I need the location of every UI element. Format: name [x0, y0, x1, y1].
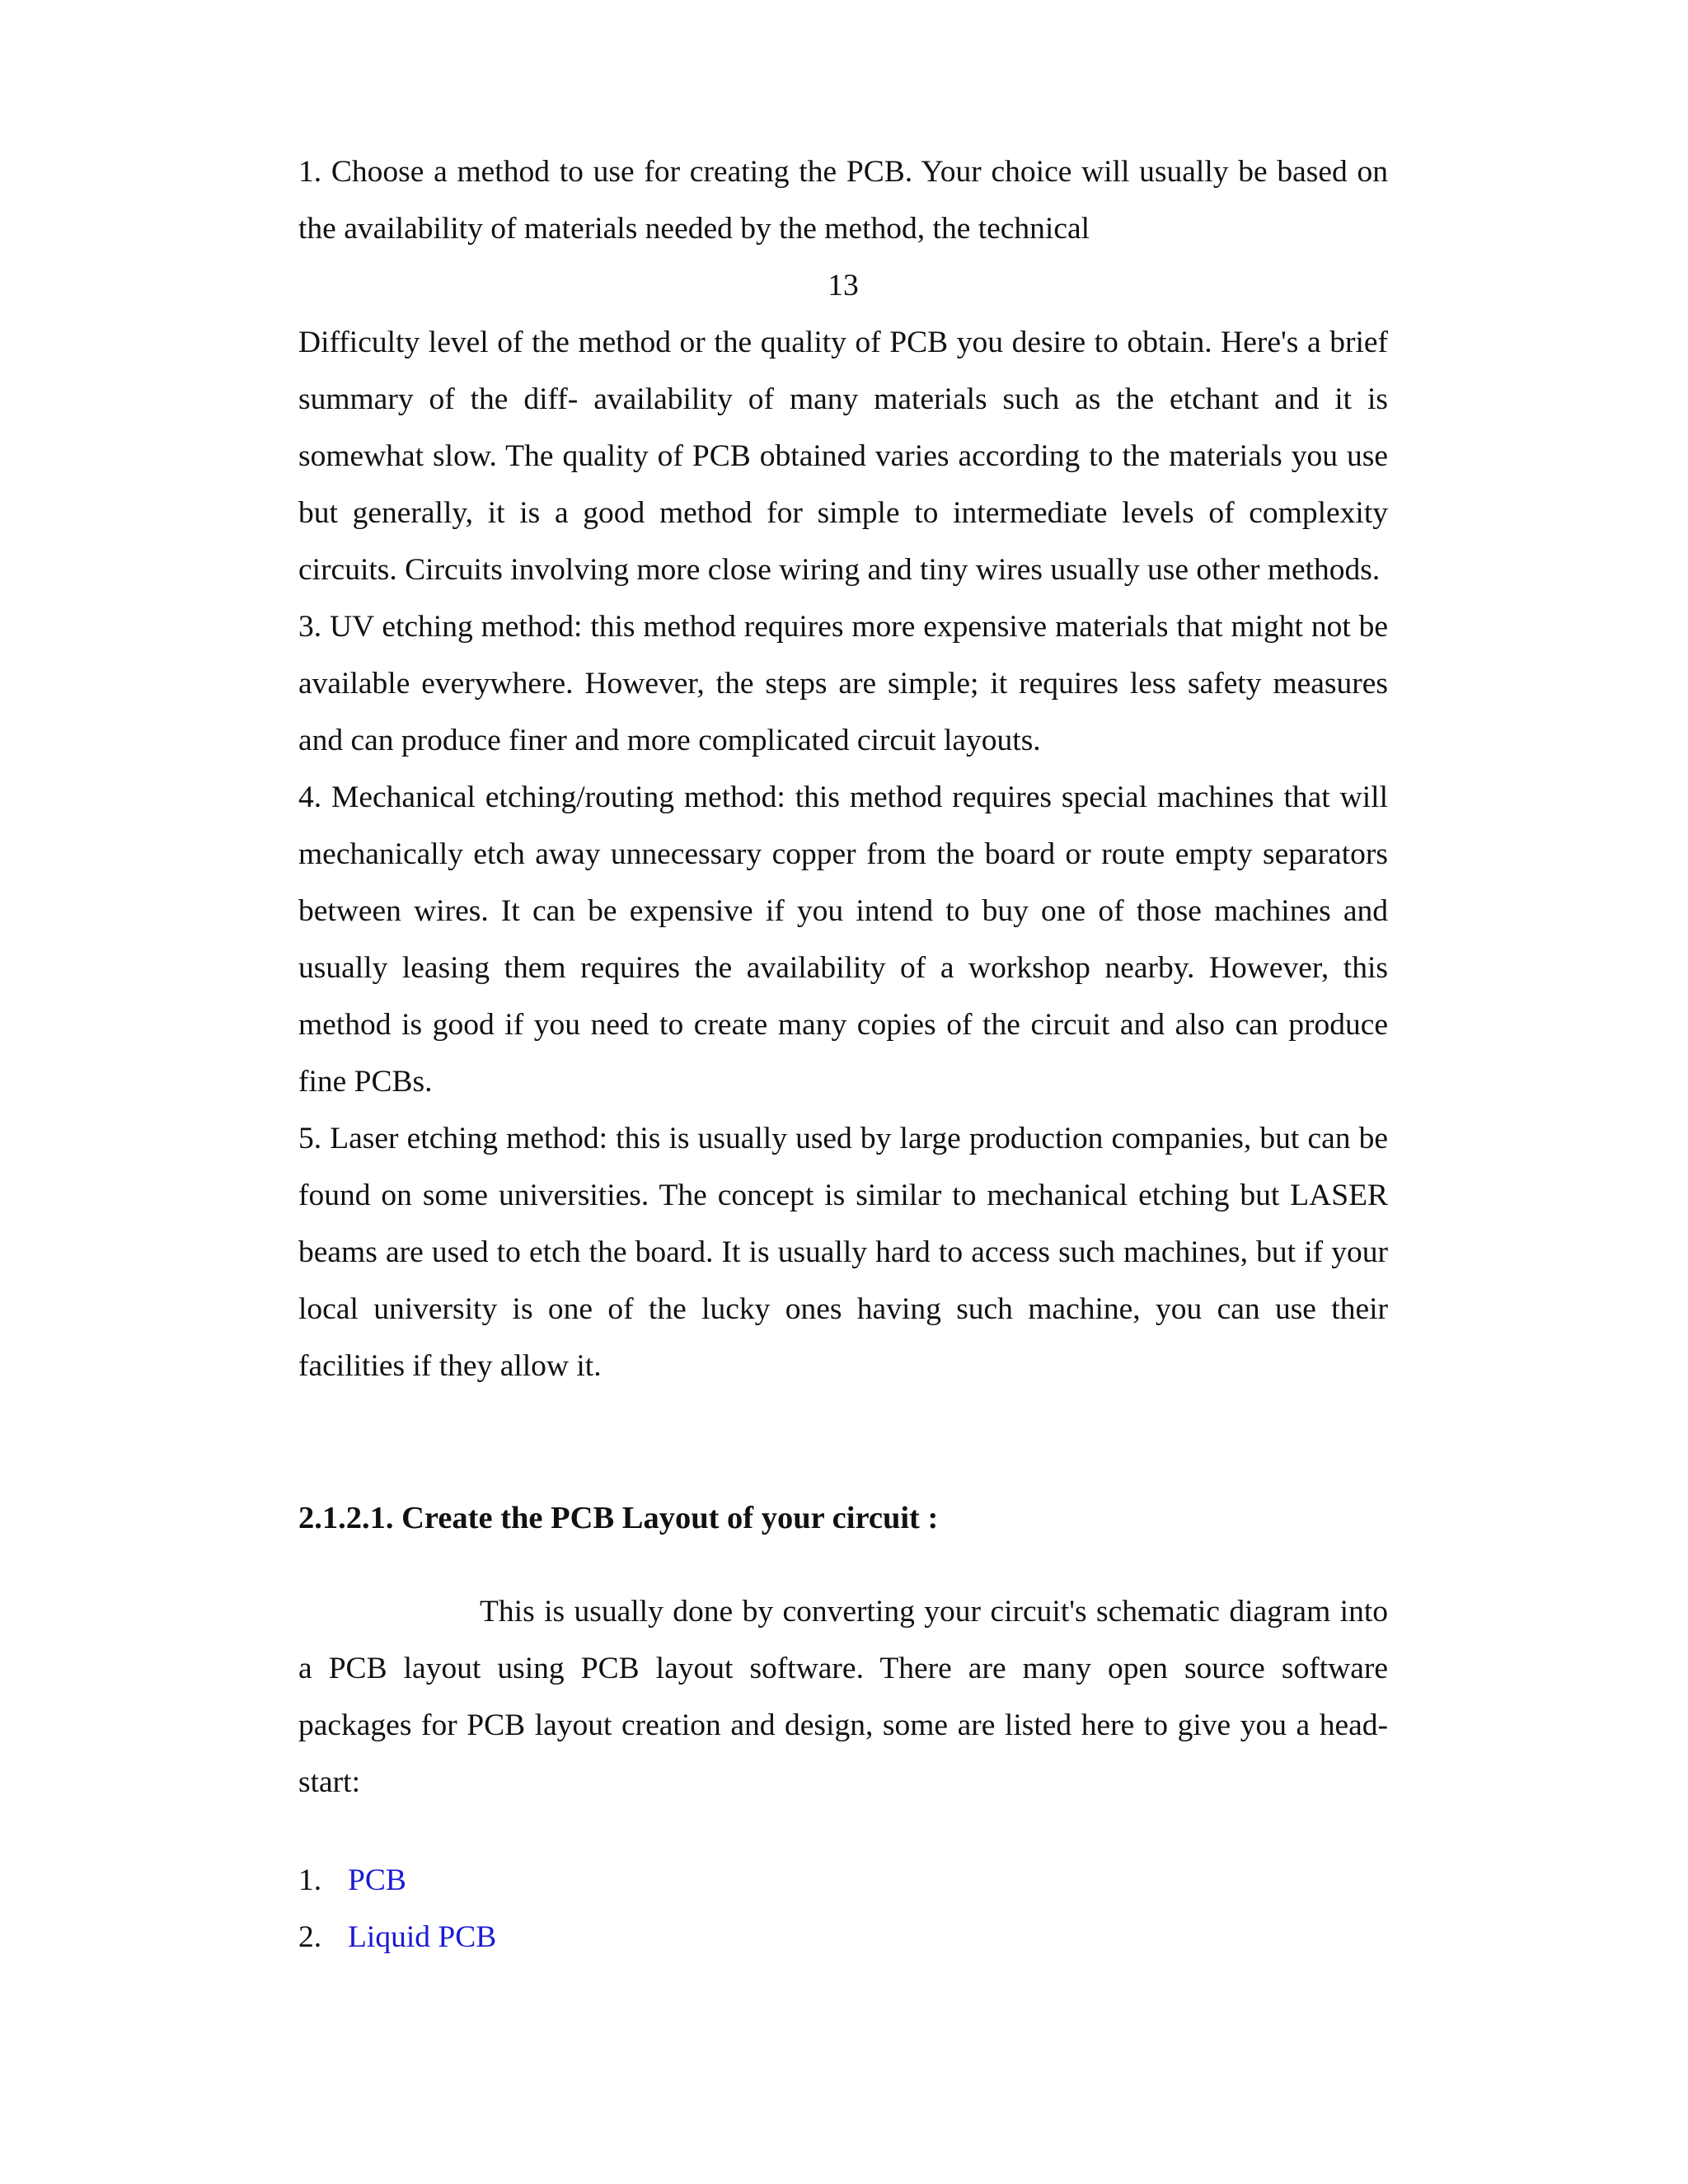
- section-spacer: [298, 1394, 1388, 1490]
- document-page: [298, 143, 1388, 1966]
- list-spacer: [298, 1811, 1388, 1852]
- list-item-number: 1.: [298, 1863, 322, 1897]
- list-item: [298, 1909, 1388, 1966]
- liquid-pcb-link[interactable]: Liquid PCB: [348, 1920, 497, 1954]
- list-item-number: 2.: [298, 1920, 322, 1954]
- heading-spacer: [298, 1547, 1388, 1583]
- intro-paragraph: 1. Choose a method to use for creating the PCB. Your choice will usually be based on the availability of materials needed by the method, the technical: [298, 155, 1388, 246]
- list-item: [298, 1852, 1388, 1909]
- uv-etching-paragraph: 3. UV etching method: this method requires more expensive materials that might not be available everywhere. However, the steps are simple; it requires less safety measures and can produce finer and more complicated circuit layouts.: [298, 610, 1388, 757]
- laser-etching-paragraph: 5. Laser etching method: this is usually used by large production companies, but can be found on some universities. The concept is similar to mechanical etching but LASER beams are used to etch the board. It is usually hard to access such machines, but if your local university is one of the lucky ones having such machine, you can use their facilities if they allow it.: [298, 1122, 1388, 1383]
- pcb-link[interactable]: PCB: [348, 1863, 406, 1897]
- page-number: 13: [828, 269, 859, 302]
- mechanical-etching-paragraph: 4. Mechanical etching/routing method: this method requires special machines that will mechanically etch away unnecessary copper from the board or route empty separators between wires. It can be expensive if you intend to buy one of those machines and usually leasing them requires the availability of a workshop nearby. However, this method is good if you need to create many copies of the circuit and also can produce fine PCBs.: [298, 780, 1388, 1099]
- section-heading: 2.1.2.1. Create the PCB Layout of your circuit :: [298, 1501, 939, 1535]
- software-list: [298, 1852, 1388, 1966]
- continuation-paragraph: Difficulty level of the method or the quality of PCB you desire to obtain. Here's a brief summary of the diff- availability of many materials such as the etchant and it is somewhat slow. The quality of PCB obtained varies according to the materials you use but generally, it is a good method for simple to intermediate levels of complexity circuits. Circuits involving more close wiring and tiny wires usually use other methods.: [298, 326, 1388, 587]
- section-paragraph: This is usually done by converting your circuit's schematic diagram into a PCB layout using PCB layout software. There are many open source software packages for PCB layout creation and design, some are listed here to give you a head-start:: [298, 1595, 1388, 1799]
